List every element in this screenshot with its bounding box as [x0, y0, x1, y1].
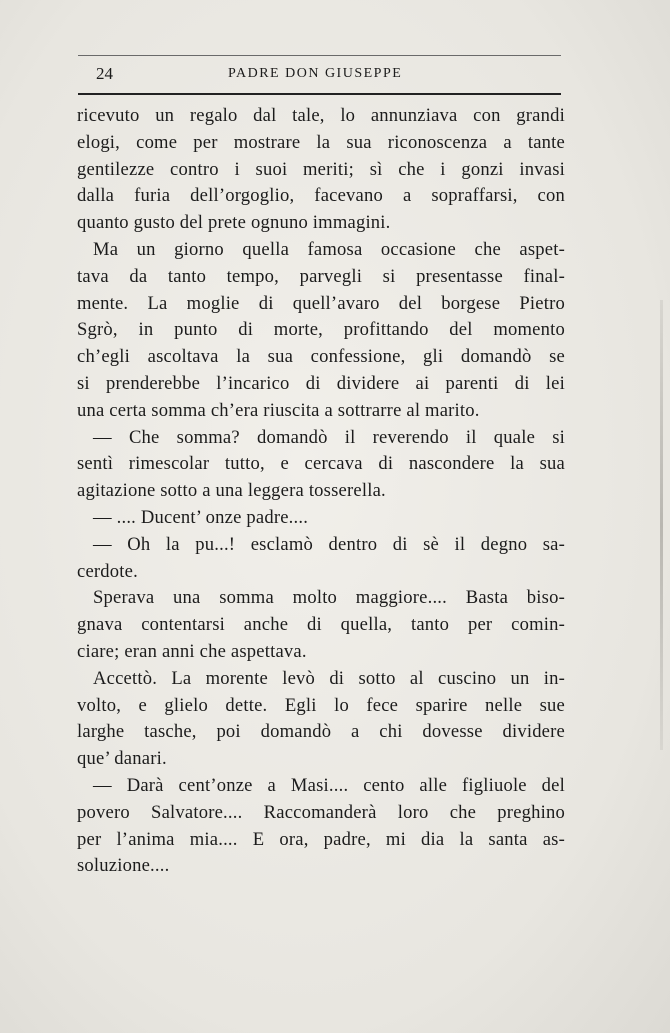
text-line: gnava contentarsi anche di quella, tanto per comin-	[77, 614, 565, 636]
text-line: agitazione sotto a una leggera tosserella.	[77, 480, 386, 502]
page-edge-shadow	[660, 300, 663, 750]
text-line: gentilezze contro i suoi meriti; sì che i gonzi invasi	[77, 158, 565, 180]
text-line: tava da tanto tempo, parvegli si presentasse final-	[77, 265, 565, 287]
text-line: soluzione....	[77, 855, 170, 877]
text-line: povero Salvatore.... Raccomanderà loro che preghino	[77, 801, 565, 823]
text-line: elogi, come per mostrare la sua riconoscenza a tante	[77, 131, 565, 153]
text-line: ch’egli ascoltava la sua confessione, gli domandò se	[77, 346, 565, 368]
page-number: 24	[96, 64, 113, 83]
text-line: ricevuto un regalo dal tale, lo annunziava con grandi	[77, 105, 565, 126]
text-line: — Oh la pu...! esclamò dentro di sè il degno sa-	[93, 533, 565, 555]
body-text	[77, 103, 565, 880]
text-line: mente. La moglie di quell’avaro del borgese Pietro	[77, 292, 565, 314]
text-line: — Che somma? domandò il reverendo il quale si	[93, 426, 565, 448]
text-line: dalla furia dell’orgoglio, facevano a sopraffarsi, con	[77, 185, 565, 207]
text-line: per l’anima mia.... E ora, padre, mi dia la santa as-	[77, 828, 565, 850]
text-line: una certa somma ch’era riuscita a sottrarre al marito.	[77, 399, 480, 421]
text-line: larghe tasche, poi domandò a chi dovesse dividere	[77, 721, 565, 743]
text-line: ciare; eran anni che aspettava.	[77, 640, 307, 662]
text-line: sentì rimescolar tutto, e cercava di nascondere la sua	[77, 453, 565, 475]
text-line: Sgrò, in punto di morte, profittando del momento	[77, 319, 565, 341]
text-line: Sperava una somma molto maggiore.... Basta biso-	[93, 587, 565, 609]
text-line: quanto gusto del prete ognuno immagini.	[77, 212, 391, 234]
text-line: Accettò. La morente levò di sotto al cuscino un in-	[93, 667, 565, 689]
text-line: — Darà cent’onze a Masi.... cento alle figliuole del	[93, 774, 565, 796]
header-rule	[78, 93, 561, 95]
text-line: que’ danari.	[77, 748, 167, 770]
text-line: volto, e glielo dette. Egli lo fece sparire nelle sue	[77, 694, 565, 716]
running-title: PADRE DON GIUSEPPE	[228, 66, 403, 81]
text-line: cerdote.	[77, 560, 138, 582]
text-line: Ma un giorno quella famosa occasione che aspet-	[93, 238, 565, 260]
page-header	[78, 62, 561, 90]
top-rule	[78, 55, 561, 56]
text-line: — .... Ducent’ onze padre....	[93, 506, 309, 528]
text-line: si prenderebbe l’incarico di dividere ai parenti di lei	[77, 372, 565, 394]
